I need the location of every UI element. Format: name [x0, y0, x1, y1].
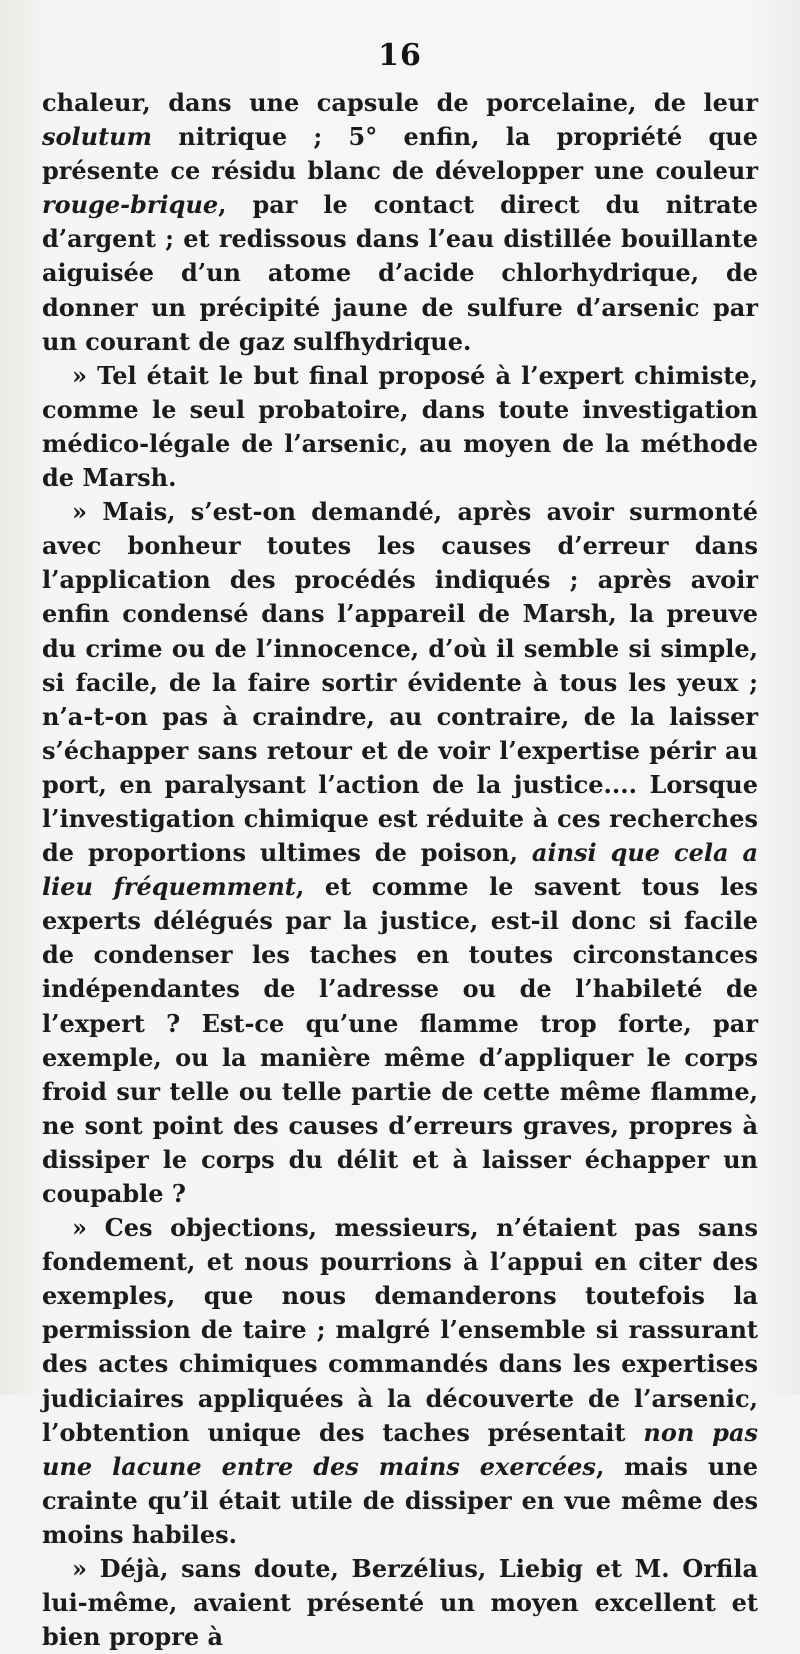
text-segment: » Ces objections, messieurs, n’étaient pas sans fondement, et nous pourrions à l’appui en citer des exemples, que nous demanderons toutefois la permission de taire ; malgré l’ensemble si rassurant des actes chimiques commandés dans les expertises judiciaires appliquées à la découverte de l’arsenic, l’obtention unique des taches présentait	[42, 1213, 758, 1447]
italic-segment: ainsi que cela a lieu fréquemment	[42, 838, 759, 902]
paragraph-2	[42, 359, 758, 495]
paragraph-5	[42, 1552, 758, 1654]
text-segment: , par le contact direct du nitrate d’argent ; et redissous dans l’eau distillée bouillante aiguisée d’un atome d’acide chlorhydrique, de donner un précipité jaune de sulfure d’arsenic par un courant de gaz sulfhydrique.	[42, 190, 758, 356]
page-number: 16	[378, 38, 422, 73]
italic-segment: non pas une lacune entre des mains exercées	[42, 1417, 759, 1481]
text-segment: » Tel était le but final proposé à l’expert chimiste, comme le seul probatoire, dans toute investigation médico-légale de l’arsenic, au moyen de la méthode de Marsh.	[42, 360, 758, 493]
text-segment: , mais une crainte qu’il était utile de dissiper en vue même des moins habiles.	[42, 1451, 758, 1549]
text-segment: » Déjà, sans doute, Berzélius, Liebig et M. Orfila lui-même, avaient présenté un moyen excellent et bien propre à	[42, 1554, 758, 1652]
paragraph-4	[42, 1211, 758, 1552]
text-segment: , et comme le savent tous les experts délégués par la justice, est-il donc si facile de condenser les taches en toutes circonstances indépendantes de l’adresse ou de l’habileté de l’expert ? Est-ce qu’une flamme trop forte, par exemple, ou la manière même d’appliquer le corps froid sur telle ou telle partie de cette même flamme, ne sont point des causes d’erreurs graves, propres à dissiper le corps du délit et à laisser échapper un coupable ?	[42, 872, 758, 1208]
italic-segment: solutum	[42, 122, 153, 152]
body-text	[42, 86, 758, 1654]
paragraph-1	[42, 86, 758, 359]
text-segment: nitrique ; 5° enfin, la propriété que présente ce résidu blanc de développer une couleur	[42, 122, 758, 186]
text-segment: chaleur, dans une capsule de porcelaine, de leur	[42, 88, 758, 117]
text-segment: » Mais, s’est-on demandé, après avoir surmonté avec bonheur toutes les causes d’erreur dans l’application des procédés indiqués ; après avoir enfin condensé dans l’appareil de Marsh, la preuve du crime ou de l’innocence, d’où il semble si simple, si facile, de la faire sortir évidente à tous les yeux ; n’a-t-on pas à craindre, au contraire, de la laisser s’échapper sans retour et de voir l’expertise périr au port, en paralysant l’action de la justice.... Lorsque l’investigation chimique est réduite à ces recherches de proportions ultimes de poison,	[42, 497, 758, 868]
italic-segment: rouge-brique	[42, 190, 219, 220]
paragraph-3	[42, 495, 758, 1211]
